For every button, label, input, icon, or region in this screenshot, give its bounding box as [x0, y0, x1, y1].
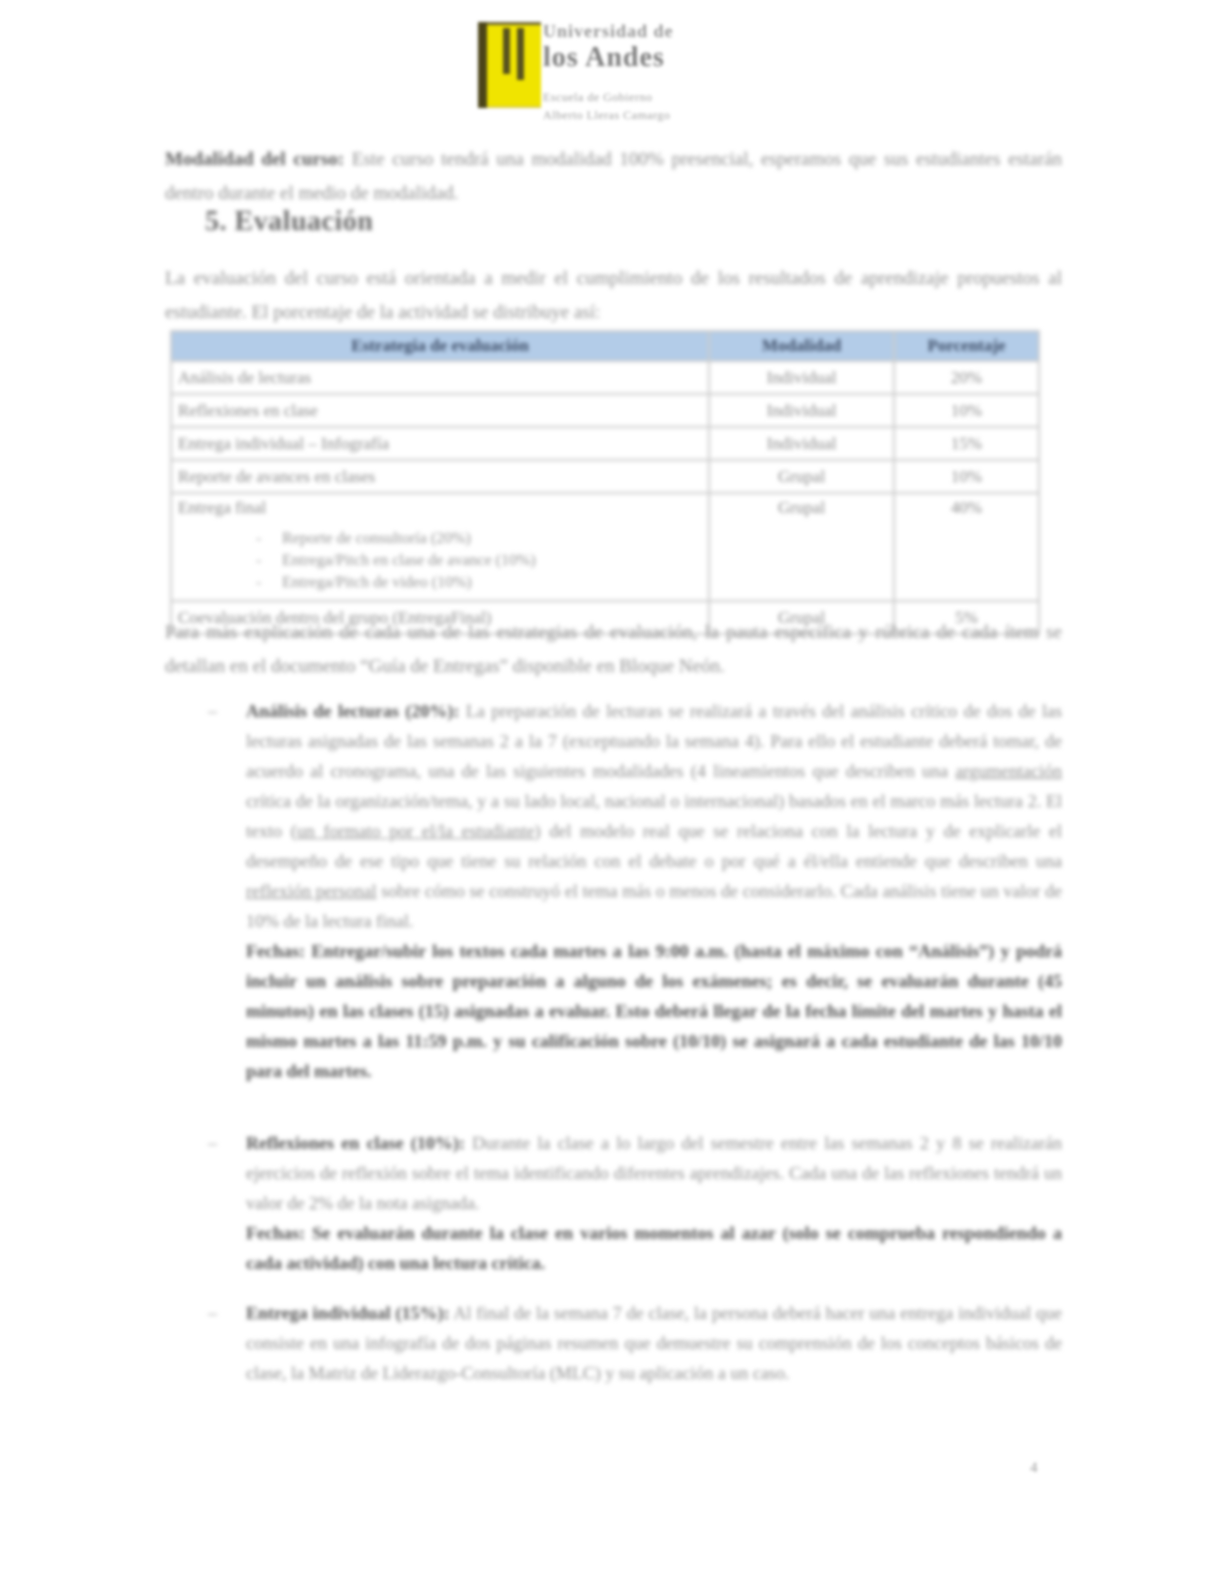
table-row: [171, 361, 1039, 394]
underlined-phrase: argumentación: [955, 761, 1062, 781]
header-strategy: Estrategia de evaluación: [171, 331, 709, 361]
dash-bullet-icon: –: [208, 1133, 217, 1153]
row-label-with-subitems: [171, 493, 709, 601]
bullet-lead: Reflexiones en clase (10%):: [246, 1133, 465, 1153]
bullet-body: ) del modelo real que se relaciona con la lectura y de explicarle el desempeño de ese tipo que tiene su relación con el debate o por qué a él/ella entiende que describen una: [246, 821, 1062, 871]
dates-note: Fechas: Entregar/subir los textos cada martes a las 9:00 a.m. (hasta el máximo con “Análisis”) y podrá incluir un análisis sobre preparación a alguno de los exámenes; es decir, se evaluarán durante (45 minutos) en las clases (15) asignadas a evaluar. Esto deberá llegar de la fecha límite del martes y hasta el mismo martes a las 11:59 p.m. y su calificación sobre (10/10) se asignará a cada estudiante de las 10/10 para del martes.: [246, 941, 1062, 1081]
header-modality: Modalidad: [709, 331, 894, 361]
row-label: Coevaluación dentro del grupo (EntregaFinal): [171, 601, 709, 634]
row-percent: 5%: [894, 601, 1039, 634]
table-row: [171, 427, 1039, 460]
bullet-reading-analysis: [210, 696, 1062, 1086]
row-percent: 15%: [894, 427, 1039, 460]
row-label: Entrega individual – Infografía: [171, 427, 709, 460]
bullet-body: sobre cómo se construyó el tema más o menos de considerarlo. Cada análisis tiene un valor de 10% de la lectura final.: [246, 881, 1062, 931]
bullet-text: [246, 1128, 1062, 1278]
university-logo: [478, 20, 818, 140]
sublist-item-text: Reporte de consultoría (20%): [282, 530, 471, 547]
row-modality: Grupal: [709, 460, 894, 493]
modality-text: Este curso tendrá una modalidad 100% presencial, esperamos que sus estudiantes estarán dentro durante el medio de modalidad.: [165, 149, 1062, 204]
dash-icon: -: [256, 530, 262, 547]
bullet-class-reflections: [210, 1128, 1062, 1278]
bullet-text: [246, 1298, 1062, 1388]
university-logo-icon: [478, 22, 541, 108]
evaluation-intro-paragraph: La evaluación del curso está orientada a medir el cumplimiento de los resultados de aprendizaje propuestos al estudiante. El porcentaje de la actividad se distribuye así:: [165, 268, 1062, 323]
bullet-body: La preparación de lecturas se realizará a través del análisis crítico de dos de las lecturas asignadas de las semanas 2 a la 7 (exceptuando la semana 4). Para ello el estudiante deberá tomar, de acuerdo al cronograma, una de las siguientes modalidades (4 lineamientos que describen una: [246, 701, 1062, 781]
table-row: [171, 394, 1039, 427]
faculty-line2: Alberto Lleras Camargo: [543, 108, 671, 122]
row-modality: Grupal: [709, 601, 894, 634]
row-percent: 10%: [894, 460, 1039, 493]
sublist-item: [256, 572, 702, 594]
dash-bullet-icon: –: [208, 701, 217, 721]
row-modality: Individual: [709, 427, 894, 460]
dash-bullet-icon: –: [208, 1303, 217, 1323]
faculty-line1: Escuela de Gobierno: [543, 90, 653, 104]
bullet-individual-delivery: [210, 1298, 1062, 1388]
row-label: Análisis de lecturas: [171, 361, 709, 394]
underlined-phrase: un formato por el/la estudiante: [296, 821, 535, 841]
row-label: Reporte de avances en clases: [171, 460, 709, 493]
modality-paragraph: [165, 143, 1062, 211]
dates-note: Fechas: Se evaluarán durante la clase en varios momentos al azar (solo se comprueba respondiendo a cada actividad) con una lectura crítica.: [246, 1223, 1062, 1273]
row-modality: Individual: [709, 394, 894, 427]
sublist-item-text: Entrega/Pitch en clase de avance (10%): [282, 552, 536, 569]
table-row: [171, 460, 1039, 493]
sublist-item: [256, 528, 702, 550]
sublist-item-text: Entrega/Pitch de video (10%): [282, 574, 472, 591]
evaluation-table: [170, 330, 1040, 635]
page-number: 4: [1030, 1460, 1038, 1476]
row-label: Reflexiones en clase: [171, 394, 709, 427]
row-modality: Individual: [709, 361, 894, 394]
section-heading: 5. Evaluación: [205, 206, 374, 237]
bullet-body: crítica de la organización/tema, y a su lado local, nacional o internacional) basados en el marco más lectura 2. El texto (: [246, 791, 1062, 841]
university-name-line1: Universidad de: [543, 21, 674, 41]
row-percent: 10%: [894, 394, 1039, 427]
bullet-lead: Entrega individual (15%):: [246, 1303, 450, 1323]
row-label: Entrega final: [178, 498, 267, 517]
sublist-item: [256, 550, 702, 572]
university-logo-text: [543, 20, 818, 124]
row-percent: 40%: [894, 493, 1039, 601]
university-name-line2: los Andes: [543, 42, 665, 73]
underlined-phrase: reflexión personal: [246, 881, 377, 901]
modality-lead: Modalidad del curso:: [165, 149, 345, 170]
row-percent: 20%: [894, 361, 1039, 394]
strategies-note-paragraph: Para más explicación de cada una de las estrategias de evaluación, la pauta específica y rúbrica de cada ítem se detallan en el documento “Guía de Entregas” disponible en Bloque Neón.: [165, 622, 1062, 677]
table-header-row: [171, 331, 1039, 361]
bullet-text: [246, 696, 1062, 1086]
bullet-body: Al final de la semana 7 de clase, la persona deberá hacer una entrega individual que consiste en una infografía de dos páginas resumen que demuestre su comprensión de los conceptos básicos de clase, la Matriz de Liderazgo-Consultoría (MLC) y su aplicación a un caso.: [246, 1303, 1062, 1383]
bullet-body: Durante la clase a lo largo del semestre entre las semanas 2 y 8 se realizarán ejercicios de reflexión sobre el tema identificando diferentes aprendizajes. Cada una de las reflexiones tendrá un valor de 2% de la nota asignada.: [246, 1133, 1062, 1213]
dash-icon: -: [256, 574, 262, 591]
row-modality: Grupal: [709, 493, 894, 601]
dash-icon: -: [256, 552, 262, 569]
header-percentage: Porcentaje: [894, 331, 1039, 361]
bullet-lead: Análisis de lecturas (20%):: [246, 701, 460, 721]
final-delivery-sublist: [256, 528, 702, 594]
table-row-final-delivery: [171, 493, 1039, 601]
